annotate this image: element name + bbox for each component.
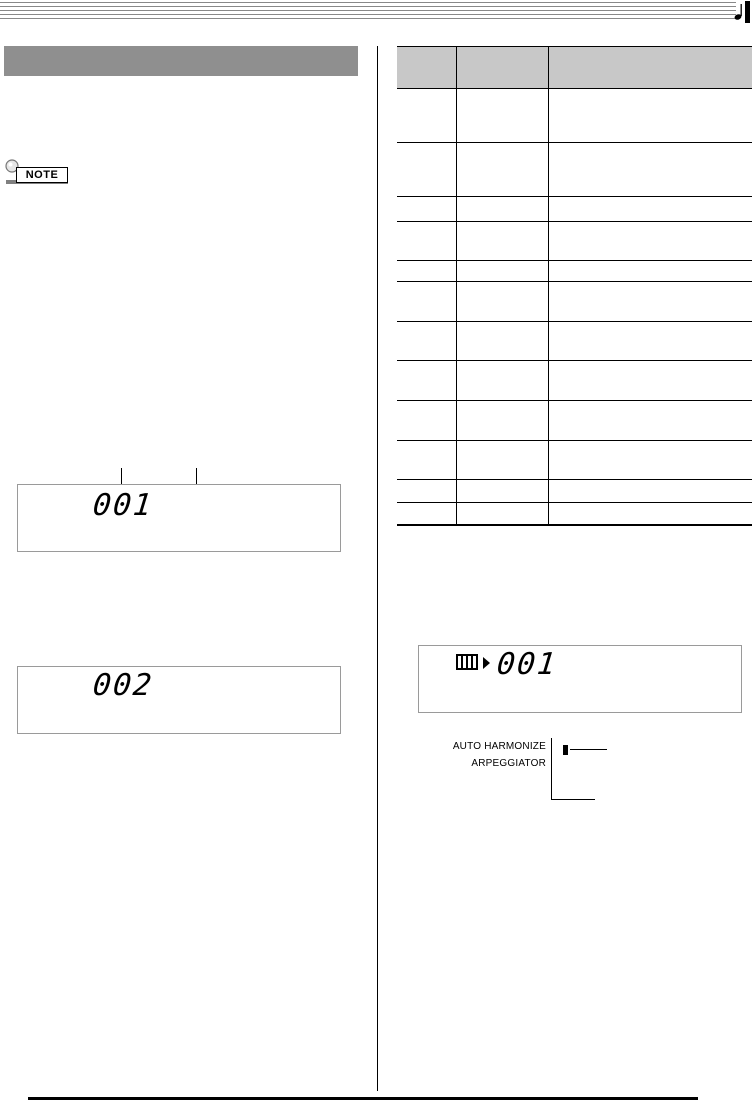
indicator-pointer-line	[570, 749, 607, 750]
auto-harmonize-label: AUTO HARMONIZE	[452, 741, 546, 752]
indicator-bracket-vertical	[551, 738, 552, 800]
lcd-display-3-digits: 001	[495, 647, 560, 682]
footer-rule	[28, 1097, 698, 1100]
lcd-display-1-digits: 001	[91, 488, 156, 523]
play-arrow-icon	[483, 657, 490, 669]
note-label: NOTE	[16, 167, 68, 183]
lcd-display-2-digits: 002	[91, 668, 156, 703]
lcd-display-2	[17, 666, 341, 734]
table-header-row	[397, 46, 752, 88]
lcd-display-1	[17, 484, 341, 552]
keyboard-icon	[456, 654, 478, 670]
column-divider	[377, 46, 378, 1091]
indicator-segment	[563, 745, 568, 755]
staff-end-bar	[745, 1, 750, 23]
indicator-bracket-bottom	[551, 799, 595, 800]
arpeggiator-label: ARPEGGIATOR	[471, 758, 546, 769]
music-note-icon	[734, 2, 744, 22]
section-heading-bar	[4, 46, 358, 76]
